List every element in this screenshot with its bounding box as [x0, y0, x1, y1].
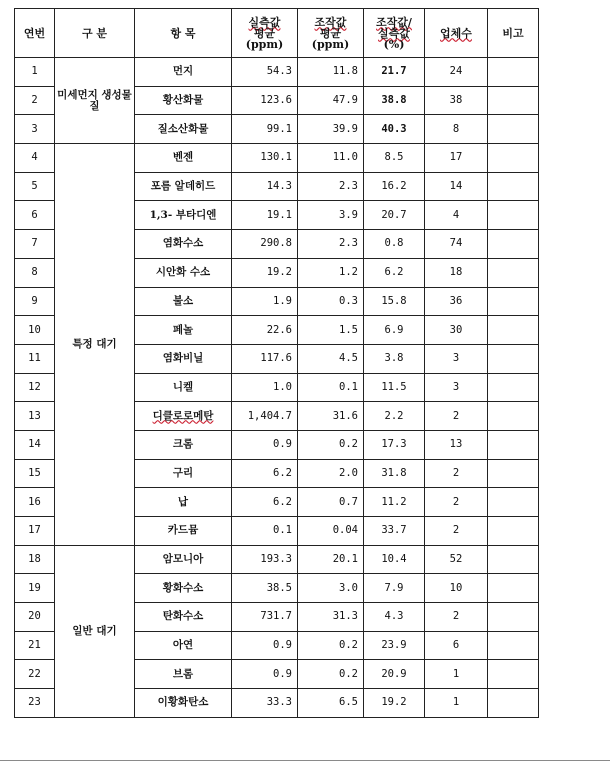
- row-no: 14: [15, 430, 55, 459]
- category-general-air: 일반 대기: [55, 545, 135, 717]
- row-item: 1,3- 부타디엔: [135, 201, 232, 230]
- table-row: [15, 545, 539, 574]
- row-no: 12: [15, 373, 55, 402]
- row-item: 구리: [135, 459, 232, 488]
- row-item: [135, 402, 232, 431]
- row-ratio: 38.8: [364, 86, 425, 115]
- row-note: [488, 316, 539, 345]
- header-ratio-line1: 조작값/: [376, 15, 412, 29]
- header-ratio-line3: (%): [383, 37, 405, 51]
- row-ratio: 19.2: [364, 689, 425, 718]
- row-measured: 6.2: [232, 488, 298, 517]
- row-adjusted: 2.3: [298, 172, 364, 201]
- header-count: [425, 9, 488, 58]
- row-item: 질소산화물: [135, 115, 232, 144]
- row-item: 먼지: [135, 58, 232, 87]
- row-item: 황산화물: [135, 86, 232, 115]
- row-adjusted: 0.7: [298, 488, 364, 517]
- header-measured-line3: (ppm): [245, 37, 284, 51]
- row-ratio: 20.7: [364, 201, 425, 230]
- row-note: [488, 58, 539, 87]
- row-ratio: 16.2: [364, 172, 425, 201]
- row-ratio: 3.8: [364, 344, 425, 373]
- row-no: 4: [15, 144, 55, 173]
- row-note: [488, 402, 539, 431]
- row-measured: 19.2: [232, 258, 298, 287]
- header-no: 연번: [15, 9, 55, 58]
- header-row: [15, 9, 539, 58]
- header-count-label: 업체수: [440, 26, 472, 40]
- row-count: 3: [425, 373, 488, 402]
- row-measured: 193.3: [232, 545, 298, 574]
- row-item: 염화수소: [135, 230, 232, 259]
- row-measured: 731.7: [232, 603, 298, 632]
- row-count: 14: [425, 172, 488, 201]
- row-adjusted: 0.2: [298, 631, 364, 660]
- row-measured: 123.6: [232, 86, 298, 115]
- row-note: [488, 201, 539, 230]
- row-count: 52: [425, 545, 488, 574]
- row-count: 24: [425, 58, 488, 87]
- row-no: 16: [15, 488, 55, 517]
- row-item: 이황화탄소: [135, 689, 232, 718]
- row-ratio: 17.3: [364, 430, 425, 459]
- row-ratio: 21.7: [364, 58, 425, 87]
- row-no: 6: [15, 201, 55, 230]
- row-no: 17: [15, 517, 55, 546]
- header-category: 구 분: [55, 9, 135, 58]
- row-ratio: 11.5: [364, 373, 425, 402]
- row-adjusted: 0.2: [298, 660, 364, 689]
- row-count: 1: [425, 689, 488, 718]
- row-ratio: 20.9: [364, 660, 425, 689]
- row-no: 10: [15, 316, 55, 345]
- row-item: 염화비닐: [135, 344, 232, 373]
- row-item: 니켈: [135, 373, 232, 402]
- row-item: 벤젠: [135, 144, 232, 173]
- row-measured: 0.9: [232, 660, 298, 689]
- row-measured: 130.1: [232, 144, 298, 173]
- row-ratio: 10.4: [364, 545, 425, 574]
- row-adjusted: 2.0: [298, 459, 364, 488]
- row-note: [488, 86, 539, 115]
- row-item: 포름 알데히드: [135, 172, 232, 201]
- row-no: 3: [15, 115, 55, 144]
- row-count: 2: [425, 488, 488, 517]
- row-ratio: 6.2: [364, 258, 425, 287]
- row-count: 2: [425, 517, 488, 546]
- row-note: [488, 517, 539, 546]
- row-count: 2: [425, 603, 488, 632]
- header-ratio: [364, 9, 425, 58]
- row-measured: 290.8: [232, 230, 298, 259]
- row-item: 아연: [135, 631, 232, 660]
- row-adjusted: 31.6: [298, 402, 364, 431]
- row-note: [488, 574, 539, 603]
- row-no: 1: [15, 58, 55, 87]
- row-item: 시안화 수소: [135, 258, 232, 287]
- row-measured: 1.0: [232, 373, 298, 402]
- row-measured: 0.9: [232, 631, 298, 660]
- row-no: 22: [15, 660, 55, 689]
- header-measured: [232, 9, 298, 58]
- row-no: 20: [15, 603, 55, 632]
- row-measured: 6.2: [232, 459, 298, 488]
- row-note: [488, 258, 539, 287]
- row-item: 불소: [135, 287, 232, 316]
- row-item-label: 디클로로메탄: [152, 409, 214, 422]
- header-ratio-line2: 실측값: [378, 26, 410, 40]
- header-measured-line2: 평균: [253, 26, 276, 40]
- row-item: 납: [135, 488, 232, 517]
- row-no: 15: [15, 459, 55, 488]
- row-no: 5: [15, 172, 55, 201]
- row-item: 황화수소: [135, 574, 232, 603]
- row-adjusted: 2.3: [298, 230, 364, 259]
- row-ratio: 11.2: [364, 488, 425, 517]
- row-no: 13: [15, 402, 55, 431]
- row-adjusted: 3.9: [298, 201, 364, 230]
- row-measured: 19.1: [232, 201, 298, 230]
- row-note: [488, 689, 539, 718]
- row-ratio: 23.9: [364, 631, 425, 660]
- row-adjusted: 20.1: [298, 545, 364, 574]
- row-adjusted: 0.1: [298, 373, 364, 402]
- row-measured: 1,404.7: [232, 402, 298, 431]
- row-note: [488, 287, 539, 316]
- row-count: 4: [425, 201, 488, 230]
- row-note: [488, 172, 539, 201]
- row-note: [488, 230, 539, 259]
- row-note: [488, 144, 539, 173]
- row-count: 36: [425, 287, 488, 316]
- category-specific-air: 특정 대기: [55, 144, 135, 546]
- row-count: 3: [425, 344, 488, 373]
- row-adjusted: 11.0: [298, 144, 364, 173]
- row-ratio: 7.9: [364, 574, 425, 603]
- row-ratio: 15.8: [364, 287, 425, 316]
- row-adjusted: 0.3: [298, 287, 364, 316]
- row-measured: 54.3: [232, 58, 298, 87]
- row-ratio: 2.2: [364, 402, 425, 431]
- row-count: 18: [425, 258, 488, 287]
- row-adjusted: 11.8: [298, 58, 364, 87]
- row-note: [488, 430, 539, 459]
- category-fine-dust: 미세먼지 생성물질: [55, 58, 135, 144]
- emission-data-table: [14, 8, 539, 718]
- row-item: 크롬: [135, 430, 232, 459]
- row-no: 7: [15, 230, 55, 259]
- row-count: 6: [425, 631, 488, 660]
- row-ratio: 33.7: [364, 517, 425, 546]
- row-note: [488, 631, 539, 660]
- row-adjusted: 31.3: [298, 603, 364, 632]
- row-adjusted: 1.2: [298, 258, 364, 287]
- row-count: 30: [425, 316, 488, 345]
- row-count: 13: [425, 430, 488, 459]
- row-adjusted: 0.04: [298, 517, 364, 546]
- row-measured: 0.9: [232, 430, 298, 459]
- document-page: [14, 8, 539, 718]
- row-item: 카드뮴: [135, 517, 232, 546]
- row-ratio: 0.8: [364, 230, 425, 259]
- row-no: 19: [15, 574, 55, 603]
- page-bottom-divider: [0, 760, 610, 761]
- row-note: [488, 344, 539, 373]
- row-item: 암모니아: [135, 545, 232, 574]
- table-row: [15, 58, 539, 87]
- row-ratio: 4.3: [364, 603, 425, 632]
- header-adjusted-line2: 평균: [319, 26, 342, 40]
- row-measured: 14.3: [232, 172, 298, 201]
- row-measured: 0.1: [232, 517, 298, 546]
- row-ratio: 31.8: [364, 459, 425, 488]
- table-row: [15, 144, 539, 173]
- row-adjusted: 39.9: [298, 115, 364, 144]
- row-count: 17: [425, 144, 488, 173]
- row-no: 9: [15, 287, 55, 316]
- header-adjusted: [298, 9, 364, 58]
- row-note: [488, 660, 539, 689]
- header-adjusted-line1: 조작값: [314, 15, 347, 29]
- row-note: [488, 545, 539, 574]
- row-no: 2: [15, 86, 55, 115]
- row-measured: 38.5: [232, 574, 298, 603]
- row-count: 1: [425, 660, 488, 689]
- row-no: 23: [15, 689, 55, 718]
- row-no: 21: [15, 631, 55, 660]
- header-item: 항 목: [135, 9, 232, 58]
- row-measured: 33.3: [232, 689, 298, 718]
- row-ratio: 6.9: [364, 316, 425, 345]
- row-item: 페놀: [135, 316, 232, 345]
- row-no: 8: [15, 258, 55, 287]
- row-adjusted: 47.9: [298, 86, 364, 115]
- row-no: 18: [15, 545, 55, 574]
- row-measured: 117.6: [232, 344, 298, 373]
- header-adjusted-line3: (ppm): [311, 37, 350, 51]
- row-item: 탄화수소: [135, 603, 232, 632]
- row-adjusted: 3.0: [298, 574, 364, 603]
- row-count: 10: [425, 574, 488, 603]
- row-ratio: 8.5: [364, 144, 425, 173]
- row-no: 11: [15, 344, 55, 373]
- row-note: [488, 115, 539, 144]
- row-adjusted: 6.5: [298, 689, 364, 718]
- row-count: 74: [425, 230, 488, 259]
- row-note: [488, 488, 539, 517]
- row-count: 2: [425, 402, 488, 431]
- row-count: 2: [425, 459, 488, 488]
- row-count: 38: [425, 86, 488, 115]
- row-measured: 99.1: [232, 115, 298, 144]
- row-measured: 22.6: [232, 316, 298, 345]
- row-note: [488, 459, 539, 488]
- row-adjusted: 4.5: [298, 344, 364, 373]
- row-ratio: 40.3: [364, 115, 425, 144]
- row-note: [488, 603, 539, 632]
- row-note: [488, 373, 539, 402]
- row-item: 브롬: [135, 660, 232, 689]
- row-count: 8: [425, 115, 488, 144]
- row-adjusted: 0.2: [298, 430, 364, 459]
- header-measured-line1: 실측값: [248, 15, 281, 29]
- row-adjusted: 1.5: [298, 316, 364, 345]
- row-measured: 1.9: [232, 287, 298, 316]
- header-note: 비고: [488, 9, 539, 58]
